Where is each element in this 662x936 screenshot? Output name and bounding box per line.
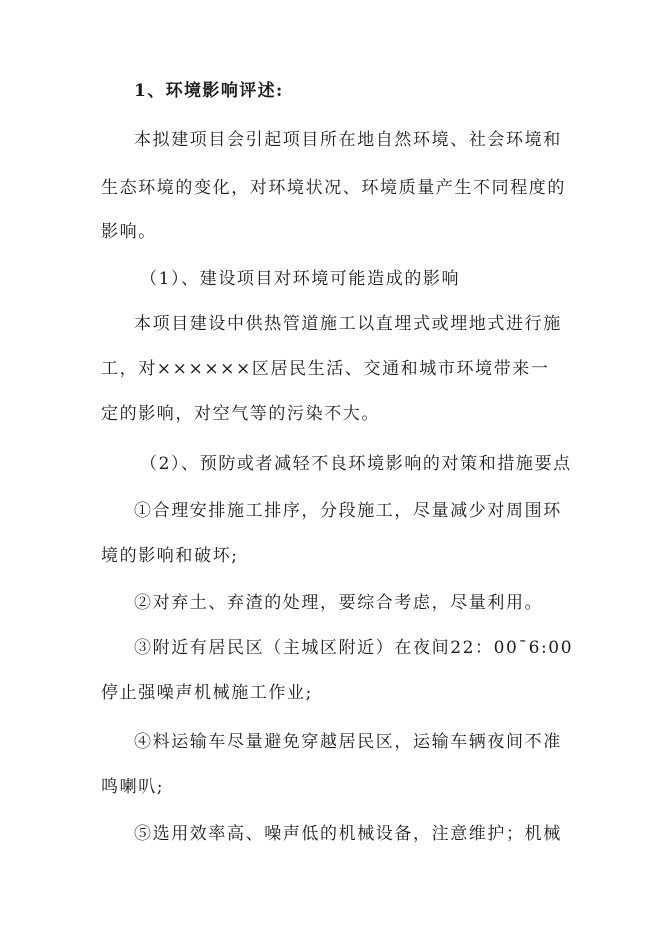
section1-line-3: 定的影响，对空气等的污染不大。 [101, 404, 380, 424]
item4-line-1: ④料运输车尽量避免穿越居民区，运输车辆夜间不准 [134, 732, 562, 752]
section-heading: 1、环境影响评述: [134, 81, 284, 101]
intro-line-3: 影响。 [101, 222, 157, 242]
item3-line-1: ③附近有居民区（主城区附近）在夜间22：00¯6:00 [134, 638, 574, 658]
item1-line-2: 境的影响和破坏; [101, 546, 239, 566]
item5-line-1: ⑤选用效率高、噪声低的机械设备，注意维护；机械 [134, 824, 562, 844]
item2-line-1: ②对弃土、弃渣的处理，要综合考虑，尽量利用。 [134, 593, 544, 613]
section1-line-2: 工，对××××××区居民生活、交通和城市环境带来一 [101, 359, 550, 379]
item4-line-2: 鸣喇叭; [101, 777, 165, 797]
section1-title: （1）、建设项目对环境可能造成的影响 [140, 269, 461, 289]
item1-line-1: ①合理安排施工排序，分段施工，尽量减少对周围环 [134, 501, 562, 521]
item3-line-2: 停止强噪声机械施工作业; [101, 683, 313, 703]
section1-line-1: 本项目建设中供热管道施工以直埋式或埋地式进行施 [134, 314, 562, 334]
section2-title: （2）、预防或者减轻不良环境影响的对策和措施要点 [140, 454, 572, 474]
intro-line-2: 生态环境的变化，对环境状况、环境质量产生不同程度的 [101, 178, 566, 198]
intro-line-1: 本拟建项目会引起项目所在地自然环境、社会环境和 [134, 130, 562, 150]
